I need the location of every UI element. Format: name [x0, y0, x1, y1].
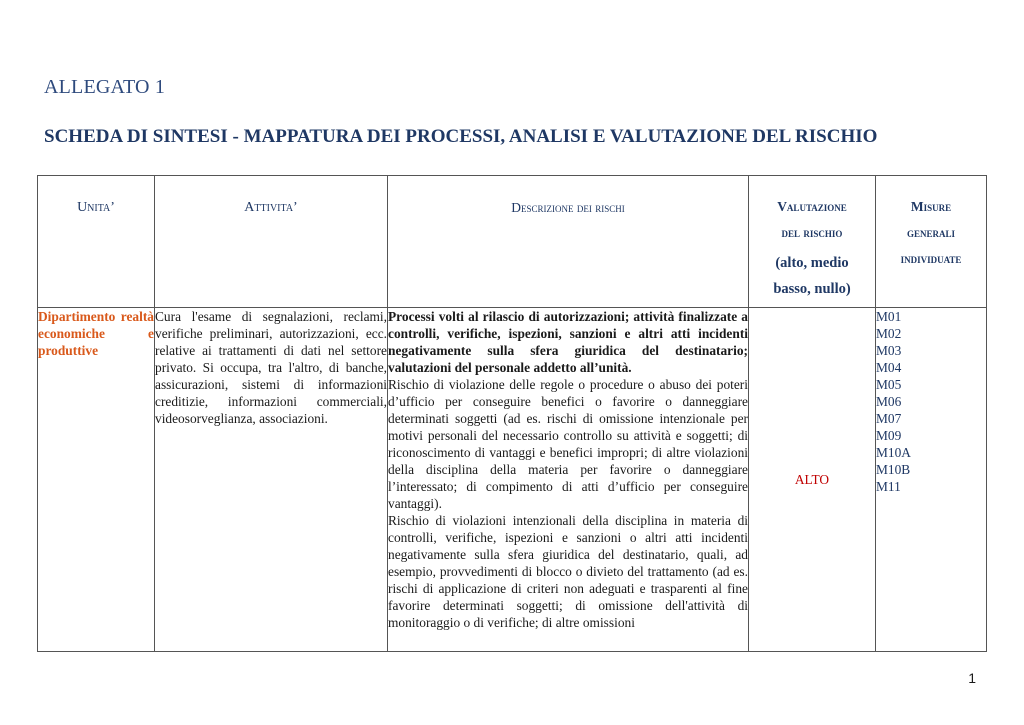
table-header-row: [38, 176, 987, 308]
column-header-attivita: Attivita’: [155, 176, 388, 308]
risk-level-value: ALTO: [794, 472, 830, 487]
table-row: [38, 308, 987, 652]
risk-description-paragraph: Rischio di violazione delle regole o procedure o abuso dei poteri d’ufficio per conseguire benefici o favorire o danneggiare determinati soggetti (ad es. rischi di omissione intenzionale per motivi personali del necessario controllo su attività e soggetti; di riconoscimento di vantaggi e benefici impropri; di altre violazioni della disciplina della materia per favorire o danneggiare l’interessato; di compimento di atti d’ufficio per conseguire vantaggi).: [388, 377, 748, 511]
measure-item: M07: [876, 411, 902, 426]
measure-item: M04: [876, 360, 902, 375]
column-header-valutazione: Valutazione del rischio (alto, medio basso, nullo): [749, 176, 876, 308]
activity-cell: Cura l'esame di segnalazioni, reclami, verifiche preliminari, autorizzazioni, ecc. relative ai trattamenti di dati nel settore privato. Si occupa, tra l'altro, di banche, assicurazioni, sistemi di informazioni creditizie, informazioni commerciali, videosorveglianza, associazioni.: [155, 308, 388, 652]
annex-label: ALLEGATO 1: [44, 76, 166, 98]
risk-description-heading: Processi volti al rilascio di autorizzazioni; attività finalizzate a controlli, verifiche, ispezioni, sanzioni e altri atti incidenti negativamente sulla sfera giuridica del destinatario; valutazioni del personale addetto all’unità.: [388, 309, 748, 375]
measure-item: M10B: [876, 462, 911, 477]
measure-item: M10A: [876, 445, 911, 460]
measure-item: M09: [876, 428, 902, 443]
column-header-unita: Unita’: [38, 176, 155, 308]
measures-cell: [876, 308, 987, 652]
measure-item: M01: [876, 309, 902, 324]
unit-cell: Dipartimento realtà economiche e produttive: [38, 308, 155, 652]
risk-level-cell: [749, 308, 876, 652]
measure-item: M03: [876, 343, 902, 358]
measure-item: M02: [876, 326, 902, 341]
page-number: 1: [968, 670, 976, 686]
risk-description-paragraph: Rischio di violazioni intenzionali della disciplina in materia di controlli, verifiche, ispezioni e sanzioni o altri atti incidenti negativamente sulla sfera giuridica del destinatario, quali, ad esempio, provvedimenti di blocco o divieto del trattamento (ad es. rischi di applicazione di criteri non adeguati e trasparenti al fine favorire determinati soggetti; di omissione dell'attività di monitoraggio o di verifiche; di altre omissioni: [388, 513, 748, 630]
column-header-misure: Misure generali individuate: [876, 176, 987, 308]
measure-item: M06: [876, 394, 902, 409]
column-header-descrizione: Descrizione dei rischi: [388, 176, 749, 308]
measure-item: M11: [876, 479, 901, 494]
risk-description-cell: [388, 308, 749, 652]
document-title: SCHEDA DI SINTESI - MAPPATURA DEI PROCESSI, ANALISI E VALUTAZIONE DEL RISCHIO: [44, 126, 878, 147]
risk-mapping-table: [37, 175, 987, 652]
measure-item: M05: [876, 377, 902, 392]
